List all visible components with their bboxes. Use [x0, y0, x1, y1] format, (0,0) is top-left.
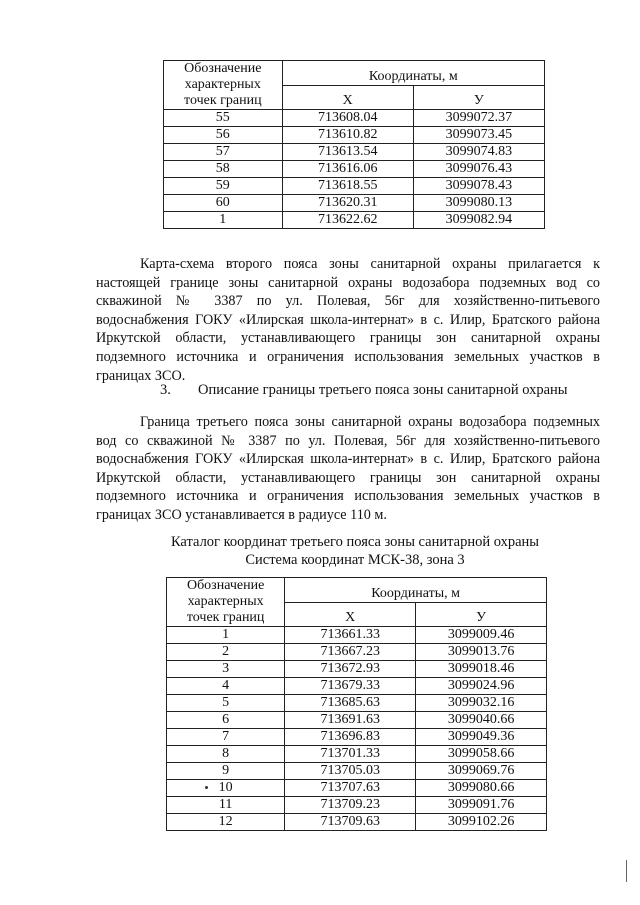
y-cell: 3099018.46: [416, 661, 547, 678]
y-cell: 3099080.13: [413, 195, 544, 212]
scan-edge-mark: [626, 860, 627, 882]
table-row: [164, 161, 545, 178]
table-caption-coordinate-system: Система координат МСК-38, зона 3: [245, 552, 465, 568]
table-row: [167, 797, 547, 814]
table-row: [167, 695, 547, 712]
y-cell: 3099049.36: [416, 729, 547, 746]
x-cell: 713709.63: [285, 814, 416, 831]
table-row: [164, 110, 545, 127]
coordinates-table-zone2: [163, 60, 545, 229]
x-cell: 713613.54: [282, 144, 413, 161]
table-row: [167, 678, 547, 695]
point-cell: 7: [167, 729, 285, 746]
column-header-y: У: [413, 85, 544, 110]
y-cell: 3099080.66: [416, 780, 547, 797]
point-cell: 11: [167, 797, 285, 814]
table-row: [167, 814, 547, 831]
y-cell: 3099024.96: [416, 678, 547, 695]
table-row: [164, 195, 545, 212]
point-cell: 1: [164, 212, 283, 229]
column-header-x: X: [282, 85, 413, 110]
section-heading: [160, 381, 568, 399]
y-cell: 3099069.76: [416, 763, 547, 780]
point-cell: 4: [167, 678, 285, 695]
map-scheme-paragraph: Карта-схема второго пояса зоны санитарной охраны прилагается к настоящей границе зоны санитарной охраны водозабора подземных вод со скважиной № 3387 по ул. Полевая, 56г для хозяйственно-питьевого водоснабжения ГОКУ «Илирская школа-интернат» в с. Илир, Братского района Иркутской области, устанавливающего границы зон санитарной охраны подземного источника и ограничения использования земельных участков в границах ЗСО.: [96, 256, 600, 384]
y-cell: 3099102.26: [416, 814, 547, 831]
table-row: [167, 627, 547, 644]
table-header-row: [167, 578, 547, 603]
point-cell: 57: [164, 144, 283, 161]
x-cell: 713672.93: [285, 661, 416, 678]
point-cell: 56: [164, 127, 283, 144]
x-cell: 713679.33: [285, 678, 416, 695]
y-cell: 3099009.46: [416, 627, 547, 644]
point-cell: 12: [167, 814, 285, 831]
x-cell: 713608.04: [282, 110, 413, 127]
point-cell: 3: [167, 661, 285, 678]
y-cell: 3099040.66: [416, 712, 547, 729]
x-cell: 713707.63: [285, 780, 416, 797]
point-cell: 1: [167, 627, 285, 644]
x-cell: 713705.03: [285, 763, 416, 780]
y-cell: 3099076.43: [413, 161, 544, 178]
point-cell: 10: [167, 780, 285, 797]
point-cell: 5: [167, 695, 285, 712]
table-caption-title: Каталог координат третьего пояса зоны санитарной охраны: [170, 534, 540, 550]
table-row: [167, 729, 547, 746]
table-row: [164, 212, 545, 229]
point-cell: 2: [167, 644, 285, 661]
x-cell: 713622.62: [282, 212, 413, 229]
x-cell: 713618.55: [282, 178, 413, 195]
column-header-point: Обозначение характерных точек границ: [164, 61, 283, 110]
column-header-x: X: [285, 602, 416, 627]
column-header-point: Обозначение характерных точек границ: [167, 578, 285, 627]
x-cell: 713667.23: [285, 644, 416, 661]
table-row: [167, 780, 547, 797]
x-cell: 713685.63: [285, 695, 416, 712]
y-cell: 3099082.94: [413, 212, 544, 229]
table-row: [167, 661, 547, 678]
scan-speck: [205, 786, 208, 789]
point-cell: 59: [164, 178, 283, 195]
table-row: [164, 144, 545, 161]
x-cell: 713709.23: [285, 797, 416, 814]
table-row: [167, 763, 547, 780]
y-cell: 3099091.76: [416, 797, 547, 814]
x-cell: 713691.63: [285, 712, 416, 729]
coordinates-table-zone3: [166, 577, 547, 831]
y-cell: 3099074.83: [413, 144, 544, 161]
column-header-coordinates: Координаты, м: [285, 578, 547, 603]
x-cell: 713696.83: [285, 729, 416, 746]
y-cell: 3099073.45: [413, 127, 544, 144]
point-cell: 58: [164, 161, 283, 178]
point-cell: 6: [167, 712, 285, 729]
y-cell: 3099013.76: [416, 644, 547, 661]
table-row: [164, 178, 545, 195]
column-header-y: У: [416, 602, 547, 627]
column-header-coordinates: Координаты, м: [282, 61, 544, 86]
point-cell: 60: [164, 195, 283, 212]
table-header-row: [164, 61, 545, 86]
y-cell: 3099058.66: [416, 746, 547, 763]
table-row: [167, 746, 547, 763]
y-cell: 3099078.43: [413, 178, 544, 195]
x-cell: 713701.33: [285, 746, 416, 763]
section-title: Описание границы третьего пояса зоны санитарной охраны: [198, 382, 568, 398]
point-cell: 9: [167, 763, 285, 780]
x-cell: 713616.06: [282, 161, 413, 178]
y-cell: 3099072.37: [413, 110, 544, 127]
section-number: 3.: [160, 382, 171, 398]
table-row: [167, 712, 547, 729]
table-row: [167, 644, 547, 661]
x-cell: 713610.82: [282, 127, 413, 144]
y-cell: 3099032.16: [416, 695, 547, 712]
x-cell: 713620.31: [282, 195, 413, 212]
point-cell: 55: [164, 110, 283, 127]
third-zone-boundary-paragraph: Граница третьего пояса зоны санитарной охраны водозабора подземных вод со скважиной № 3387 по ул. Полевая, 56г для хозяйственно-питьевого водоснабжения ГОКУ «Илирская школа-интернат» в с. Илир, Братского района Иркутской области, устанавливающего границы зон санитарной охраны подземного источника и ограничения использования земельных участков в границах ЗСО устанавливается в радиусе 110 м.: [96, 414, 600, 523]
table-row: [164, 127, 545, 144]
point-cell: 8: [167, 746, 285, 763]
x-cell: 713661.33: [285, 627, 416, 644]
